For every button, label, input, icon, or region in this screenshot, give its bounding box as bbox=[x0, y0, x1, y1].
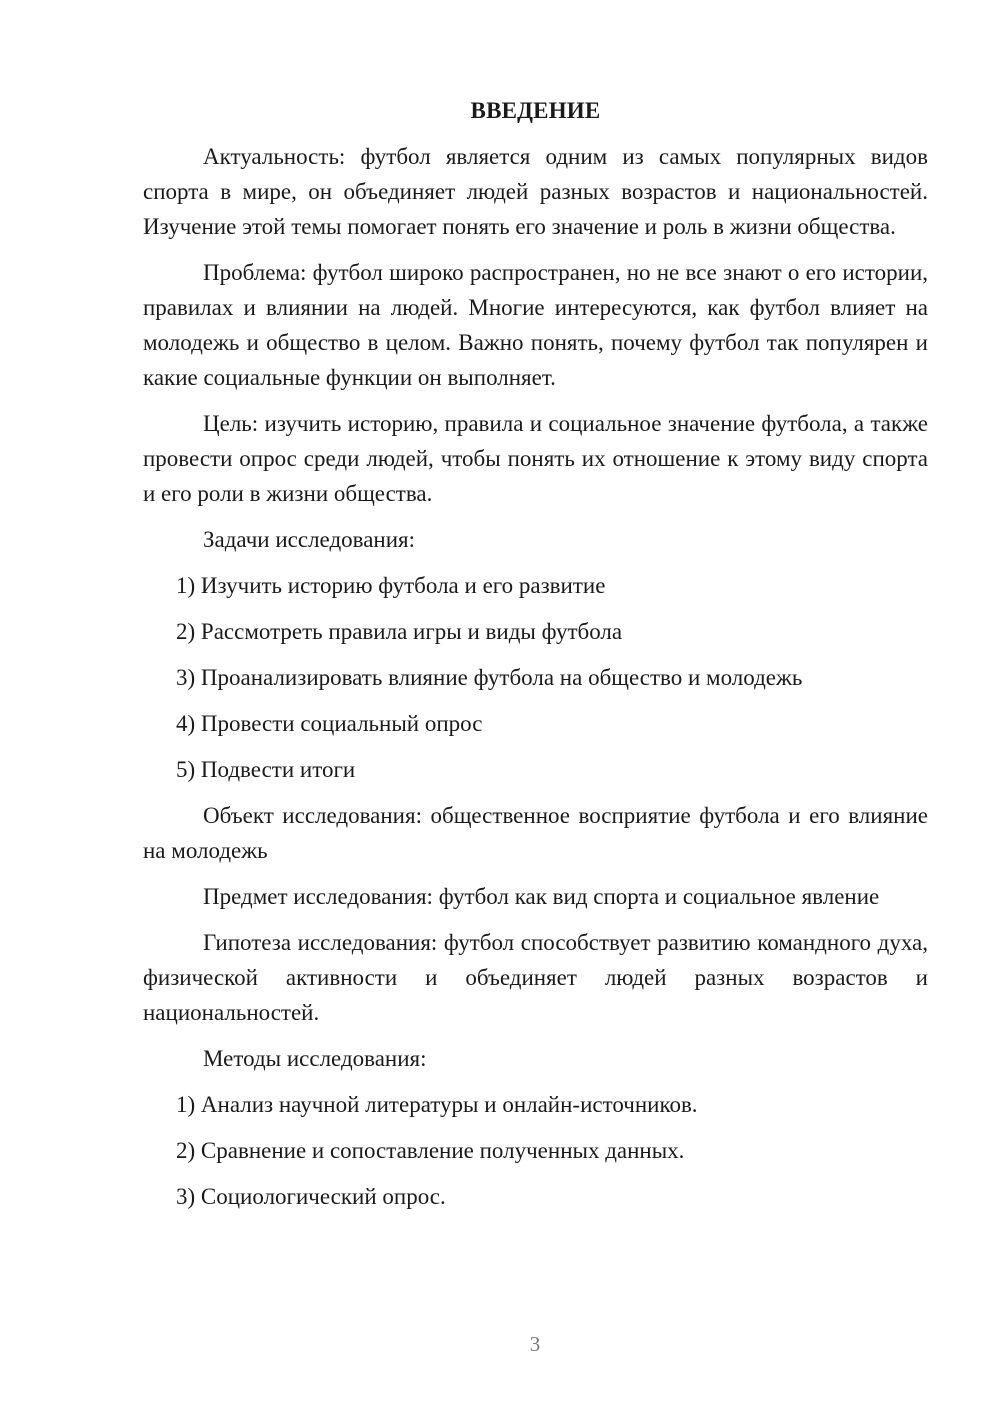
object-paragraph: Объект исследования: общественное восприятие футбола и его влияние на молодежь bbox=[143, 803, 928, 863]
section-heading: ВВЕДЕНИЕ bbox=[470, 98, 601, 123]
tasks-title: Задачи исследования: bbox=[203, 527, 416, 552]
tasks-list bbox=[143, 568, 928, 787]
goal-paragraph: Цель: изучить историю, правила и социальное значение футбола, а также провести опрос среди людей, чтобы понять их отношение к этому виду спорта и его роли в жизни общества. bbox=[143, 411, 928, 506]
methods-title: Методы исследования: bbox=[203, 1046, 427, 1071]
list-item: 5) Подвести итоги bbox=[176, 757, 356, 782]
problem-paragraph: Проблема: футбол широко распространен, но не все знают о его истории, правилах и влиянии на людей. Многие интересуются, как футбол влияет на молодежь и общество в целом. Важно понять, почему футбол так популярен и какие социальные функции он выполняет. bbox=[143, 260, 928, 390]
page-number: 3 bbox=[529, 1332, 541, 1356]
list-item: 3) Социологический опрос. bbox=[176, 1184, 446, 1209]
page-content bbox=[143, 93, 928, 1225]
list-item: 3) Проанализировать влияние футбола на общество и молодежь bbox=[176, 665, 803, 690]
list-item: 4) Провести социальный опрос bbox=[176, 711, 483, 736]
methods-list bbox=[143, 1087, 928, 1214]
list-item: 2) Сравнение и сопоставление полученных данных. bbox=[176, 1138, 685, 1163]
subject-paragraph: Предмет исследования: футбол как вид спорта и социальное явление bbox=[203, 884, 880, 909]
list-item: 2) Рассмотреть правила игры и виды футбола bbox=[176, 619, 623, 644]
relevance-paragraph: Актуальность: футбол является одним из самых популярных видов спорта в мире, он объединяет людей разных возрастов и национальностей. Изучение этой темы помогает понять его значение и роль в жизни общества. bbox=[143, 144, 928, 239]
hypothesis-paragraph: Гипотеза исследования: футбол способствует развитию командного духа, физической активности и объединяет людей разных возрастов и национальностей. bbox=[143, 930, 928, 1025]
list-item: 1) Анализ научной литературы и онлайн-источников. bbox=[176, 1092, 698, 1117]
list-item: 1) Изучить историю футбола и его развитие bbox=[176, 573, 606, 598]
